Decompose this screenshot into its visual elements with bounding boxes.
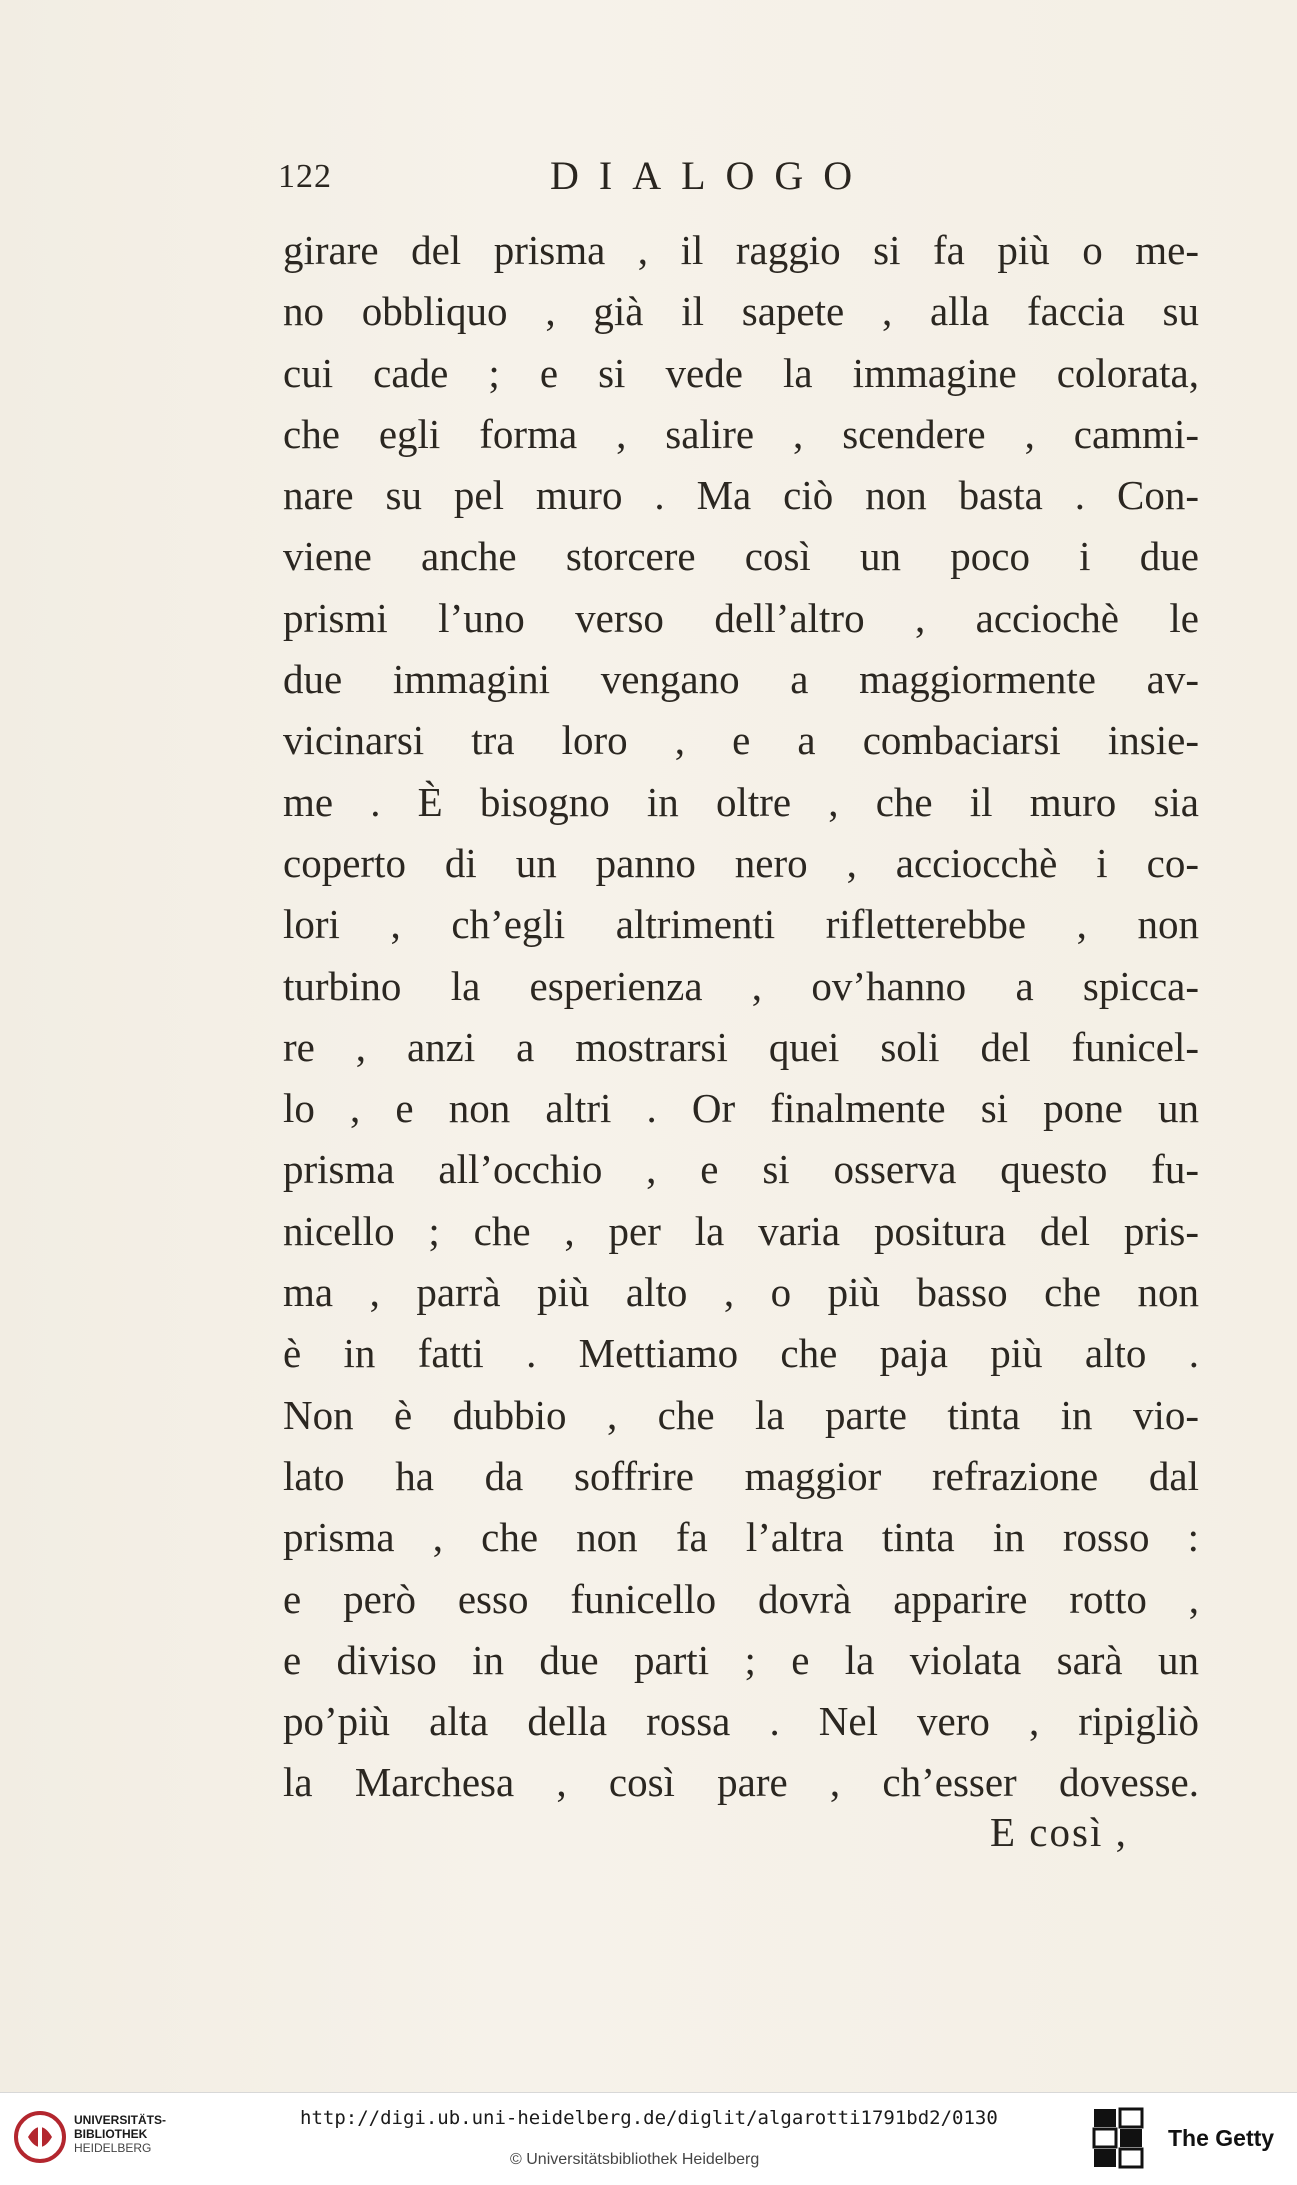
viewer-footer (0, 2092, 1297, 2185)
text-line: lo , e non altri . Or finalmente si pone un (283, 1085, 1199, 1132)
text-line: me . È bisogno in oltre , che il muro sia (283, 778, 1199, 825)
library-name-line: UNIVERSITÄTS- (74, 2113, 167, 2127)
text-line: prisma all’occhio , e si osserva questo fu- (283, 1146, 1199, 1193)
text-line: nicello ; che , per la varia positura del pris- (283, 1207, 1199, 1254)
text-line: no obbliquo , già il sapete , alla faccia su (283, 288, 1199, 335)
copyright-text: © Universitätsbibliothek Heidelberg (510, 2151, 760, 2168)
text-line: turbino la esperienza , ov’hanno a spicca- (283, 962, 1199, 1009)
text-line: e diviso in due parti ; e la violata sarà un (283, 1636, 1199, 1683)
text-line: due immagini vengano a maggiormente av- (283, 656, 1199, 703)
page-number: 122 (278, 158, 332, 195)
text-line: e però esso funicello dovrà apparire rotto , (283, 1575, 1199, 1622)
text-line: lori , ch’egli altrimenti rifletterebbe , non (283, 901, 1199, 948)
text-line: lato ha da soffrire maggior refrazione dal (283, 1452, 1199, 1499)
library-name (74, 2113, 166, 2155)
catchword: E così , (990, 1809, 1128, 1855)
text-line: girare del prisma , il raggio si fa più o me- (283, 227, 1199, 273)
text-line: prismi l’uno verso dell’altro , acciochè le (283, 594, 1199, 641)
library-name-line: HEIDELBERG (74, 2141, 152, 2155)
running-head: DIALOGO (550, 153, 873, 198)
text-line: vicinarsi tra loro , e a combaciarsi insie- (283, 717, 1199, 764)
partner-name: The Getty (1168, 2125, 1275, 2151)
text-line: la Marchesa , così pare , ch’esser dovesse. (283, 1759, 1199, 1806)
getty-logo (1092, 2107, 1144, 2169)
library-name-line: BIBLIOTHEK (74, 2127, 148, 2141)
text-line: prisma , che non fa l’altra tinta in rosso : (283, 1514, 1199, 1561)
text-line: ma , parrà più alto , o più basso che non (283, 1269, 1199, 1316)
body-text (283, 220, 1199, 1814)
university-library-logo (14, 2107, 66, 2167)
text-line: po’più alta della rossa . Nel vero , ripigliò (283, 1698, 1199, 1745)
text-line: nare su pel muro . Ma ciò non basta . Con- (283, 472, 1199, 519)
text-line: re , anzi a mostrarsi quei soli del funicel- (283, 1023, 1199, 1070)
text-line: Non è dubbio , che la parte tinta in vio- (283, 1391, 1199, 1438)
permalink-url[interactable]: http://digi.ub.uni-heidelberg.de/diglit/algarotti1791bd2/0130 (300, 2107, 998, 2129)
page-header (278, 153, 1198, 208)
text-line: che egli forma , salire , scendere , cammi- (283, 410, 1199, 457)
text-line: cui cade ; e si vede la immagine colorata, (283, 349, 1199, 396)
text-line: è in fatti . Mettiamo che paja più alto . (283, 1330, 1199, 1377)
text-line: coperto di un panno nero , acciocchè i co- (283, 839, 1199, 886)
text-line: viene anche storcere così un poco i due (283, 533, 1199, 580)
